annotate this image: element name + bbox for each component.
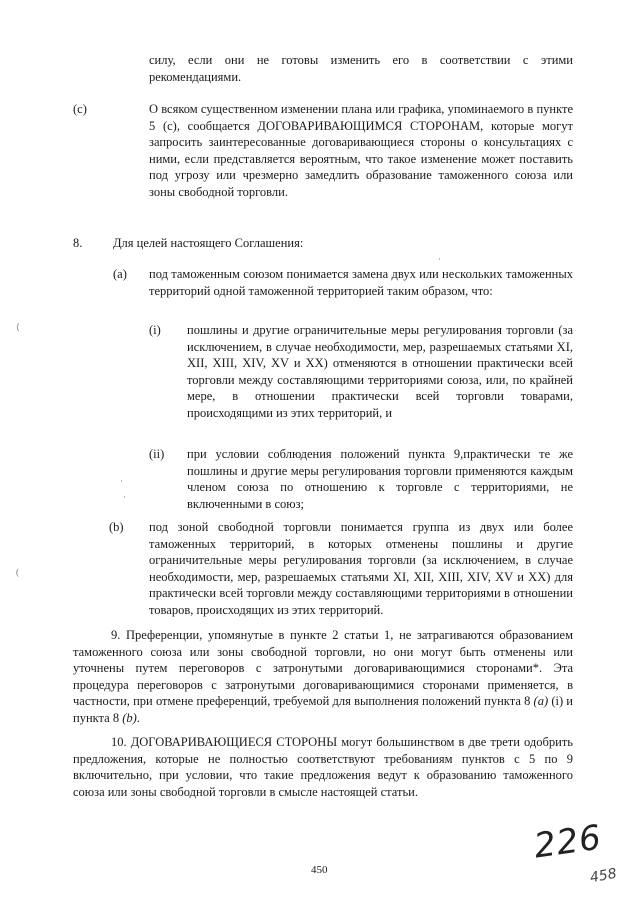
para-8b-text: под зоной свободной торговли понимается группа из двух или более таможенных территорий, в которых отменены пошлины и другие ограничительные меры регулирования торговли (за исключением, в случае необходимости, мер, разрешаемых статьями XI, XII, XIII, XIV, XV и XX) для практически всей торговли между составляющими территориями в отношении товаров, происходящих из этих территорий.	[149, 520, 573, 617]
para-8-intro: Для целей настоящего Соглашения:	[113, 236, 304, 250]
para-9-text-a: Преференции, упомянутые в пункте 2 статьи 1, не затрагиваются образованием таможенного союза или зоны свободной торговли, но они могут быть отменены или уточнены путем переговоров с затронутыми договаривающимися сторонами*. Эта процедура переговоров с затронутыми договаривающимися сторонами применяется, в частности, при отмене преференций, требуемой для выполнения положений пункта 8	[73, 628, 573, 709]
para-9-ref-1: (a)	[533, 694, 549, 709]
para-10	[73, 734, 573, 800]
para-c-text: О всяком существенном изменении плана или графика, упоминаемого в пункте 5 (c), сообщается ДОГОВАРИВАЮЩИМСЯ СТОРОНАМ, которые могут запросить заинтересованные договаривающиеся стороны о консультациях с ними, если представляется вероятным, что такое изменение может поставить под угрозу или чрезмерно замедлить образование таможенного союза или зоны свободной торговли.	[149, 102, 573, 199]
scan-speck: ·	[120, 476, 123, 486]
para-8a-ii-label: (ii)	[149, 447, 165, 461]
scan-speck: ·	[438, 254, 441, 264]
para-8b-label: (b)	[109, 520, 124, 534]
para-9-text-c: .	[136, 710, 140, 725]
continuation-paragraph: силу, если они не готовы изменить его в соответствии с этими рекомендациями.	[149, 53, 573, 84]
para-9-number: 9.	[111, 628, 121, 642]
para-10-text: ДОГОВАРИВАЮЩИЕСЯ СТОРОНЫ могут большинством в две трети одобрить предложения, которые не полностью соответствуют требованиям пунктов с 5 по 9 включительно, при условии, что такие предложения ведут к образованию таможенного союза или зоны свободной торговли в смысле настоящей статьи.	[73, 735, 573, 799]
handwritten-small-number: 458	[588, 865, 618, 887]
para-8a-label: (a)	[113, 267, 127, 281]
para-8a-ii-text: при условии соблюдения положений пункта 9,практически те же пошлины и другие меры регулирования торговли применяются каждым членом союза по отношению к торговле с территориями, не включенными в союз;	[187, 447, 573, 511]
para-8-number: 8.	[73, 236, 83, 250]
para-9	[73, 627, 573, 727]
para-10-number: 10.	[111, 735, 127, 749]
para-9-text-b: (i) и пункта 8	[73, 694, 573, 725]
scan-speck: ·	[123, 492, 126, 502]
para-8a-i-label: (i)	[149, 323, 161, 337]
scan-speck: ⟨	[16, 322, 20, 332]
para-9-ref-2: (b)	[122, 710, 137, 725]
page-number: 450	[311, 864, 328, 876]
para-c-label: (c)	[73, 102, 87, 116]
para-8a-text: под таможенным союзом понимается замена двух или нескольких таможенных территорий одной таможенной территорией таким образом, что:	[149, 267, 573, 298]
scan-speck: (	[16, 567, 19, 577]
handwritten-number: 226	[531, 817, 605, 867]
para-8a-i-text: пошлины и другие ограничительные меры регулирования торговли (за исключением, в случае необходимости, мер, разрешаемых статьями XI, XII, XIII, XIV, XV и XX) отменяются в отношении практически всей торговли между составляющими территориями союза, или, по крайней мере, в отношении практически всей торговли товарами, происходящими из этих территорий, и	[187, 323, 573, 420]
